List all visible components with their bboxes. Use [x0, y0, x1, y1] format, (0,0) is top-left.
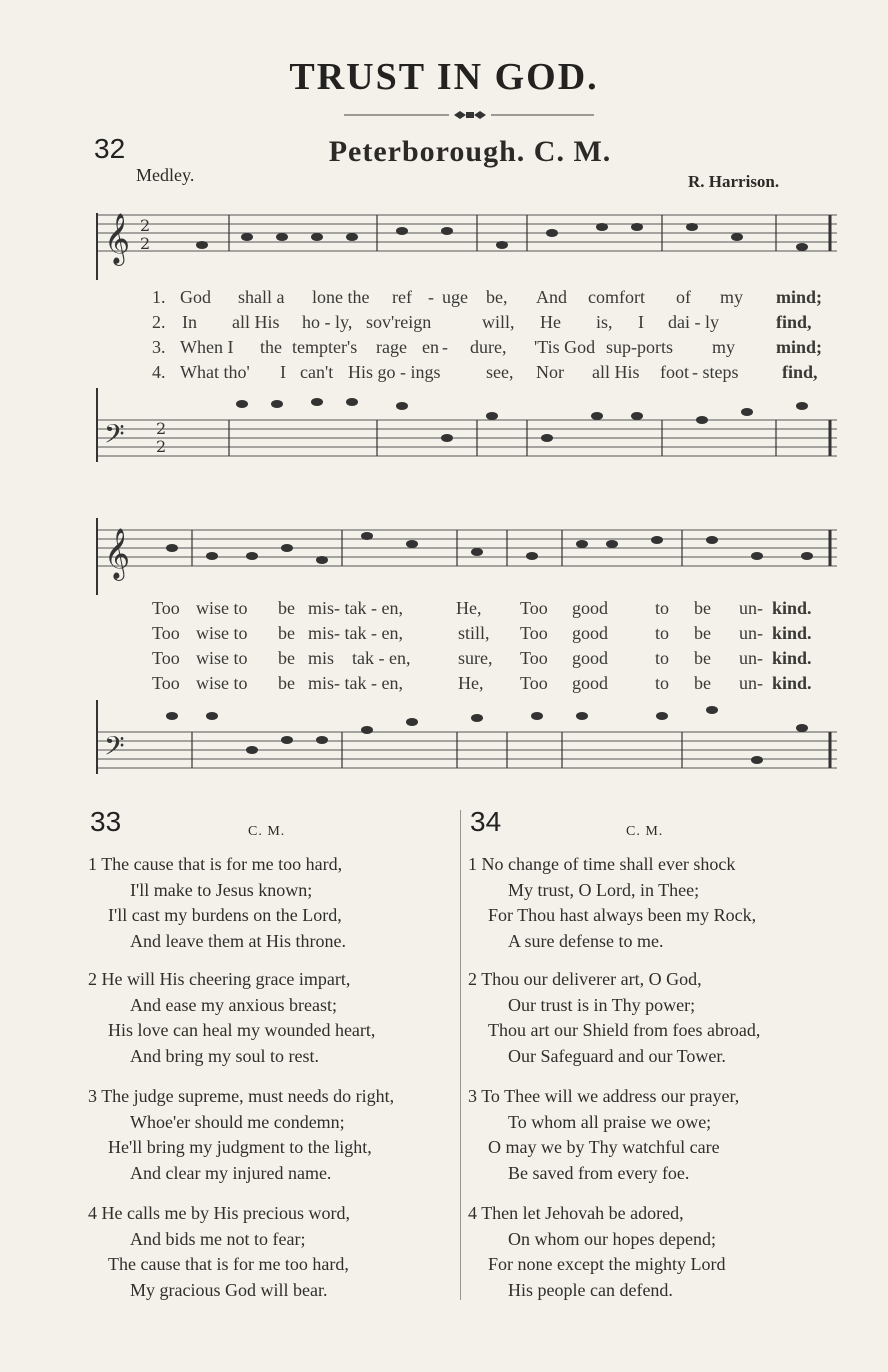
lyric-line-4a: 4. What tho' I can't His go - ings see, Nor all His foot - steps find,	[152, 362, 818, 382]
hymn-32-number: 32	[94, 133, 126, 164]
hymn-34-stanza-2: 2 Thou our deliverer art, O God, Our trust is in Thy power; Thou art our Shield from foes abroad, Our Safeguard and our Tower.	[468, 969, 761, 1066]
hymn-33-stanza-1: 1 The cause that is for me too hard, I'll make to Jesus known; I'll cast my burdens on the Lord, And leave them at His throne.	[88, 854, 346, 951]
hymn-33-meter: C. M.	[248, 824, 286, 839]
lyric-line-3b: Too wise to be mis tak - en, sure, Too good to be un- kind.	[152, 648, 812, 668]
hymn-34-meter: C. M.	[626, 824, 664, 839]
hymn-34-number: 34	[470, 806, 502, 837]
bass-staff-system-1	[92, 388, 842, 488]
composer: R. Harrison.	[688, 172, 780, 191]
hymn-33-number: 33	[90, 806, 122, 837]
hymn-34-stanza-4: 4 Then let Jehovah be adored, On whom our hopes depend; For none except the mighty Lord His people can defend.	[468, 1203, 726, 1300]
hymn-34-stanza-3: 3 To Thee will we address our prayer, To whom all praise we owe; O may we by Thy watchful care Be saved from every foe.	[468, 1086, 740, 1183]
section-title: TRUST IN GOD.	[289, 56, 599, 98]
lyric-line-2a: 2. In all His ho - ly, sov'reign will, He is, I dai - ly find,	[152, 312, 812, 332]
svg-text:2: 2	[156, 437, 167, 456]
svg-text:𝄞: 𝄞	[104, 213, 131, 264]
hymn-33-stanza-3: 3 The judge supreme, must needs do right, Whoe'er should me condemn; He'll bring my judgment to the light, And clear my injured name.	[88, 1086, 395, 1183]
column-divider	[460, 810, 461, 1300]
lyric-line-1b: Too wise to be mis- tak - en, He, Too good to be un- kind.	[152, 598, 812, 618]
treble-staff-system-1	[92, 195, 842, 280]
svg-text:2: 2	[156, 419, 167, 438]
tune-name: Peterborough. C. M.	[328, 135, 612, 168]
svg-text:𝄢: 𝄢	[104, 730, 125, 768]
hymn-33-stanza-2: 2 He will His cheering grace impart, And ease my anxious breast; His love can heal my wounded heart, And bring my soul to rest.	[88, 969, 376, 1066]
svg-text:2: 2	[140, 216, 151, 235]
lyric-line-1a: 1. God shall a lone the ref - uge be, And comfort of my mind;	[152, 287, 823, 307]
title-ornament	[344, 110, 594, 120]
lyric-line-2b: Too wise to be mis- tak - en, still, Too good to be un- kind.	[152, 623, 812, 643]
bass-staff-system-2	[92, 700, 842, 800]
svg-text:2: 2	[140, 234, 151, 253]
lyric-line-3a: 3. When I the tempter's rage en - dure, 'Tis God sup-ports my mind;	[152, 337, 823, 357]
svg-text:𝄞: 𝄞	[104, 528, 131, 579]
svg-text:𝄢: 𝄢	[104, 418, 125, 456]
treble-staff-system-2	[92, 510, 842, 595]
lyric-line-4b: Too wise to be mis- tak - en, He, Too good to be un- kind.	[152, 673, 812, 693]
hymn-33-stanza-4: 4 He calls me by His precious word, And bids me not to fear; The cause that is for me too hard, My gracious God will bear.	[88, 1203, 350, 1300]
style-label: Medley.	[136, 165, 195, 185]
hymn-34-stanza-1: 1 No change of time shall ever shock My trust, O Lord, in Thee; For Thou hast always been my Rock, A sure defense to me.	[468, 854, 757, 951]
